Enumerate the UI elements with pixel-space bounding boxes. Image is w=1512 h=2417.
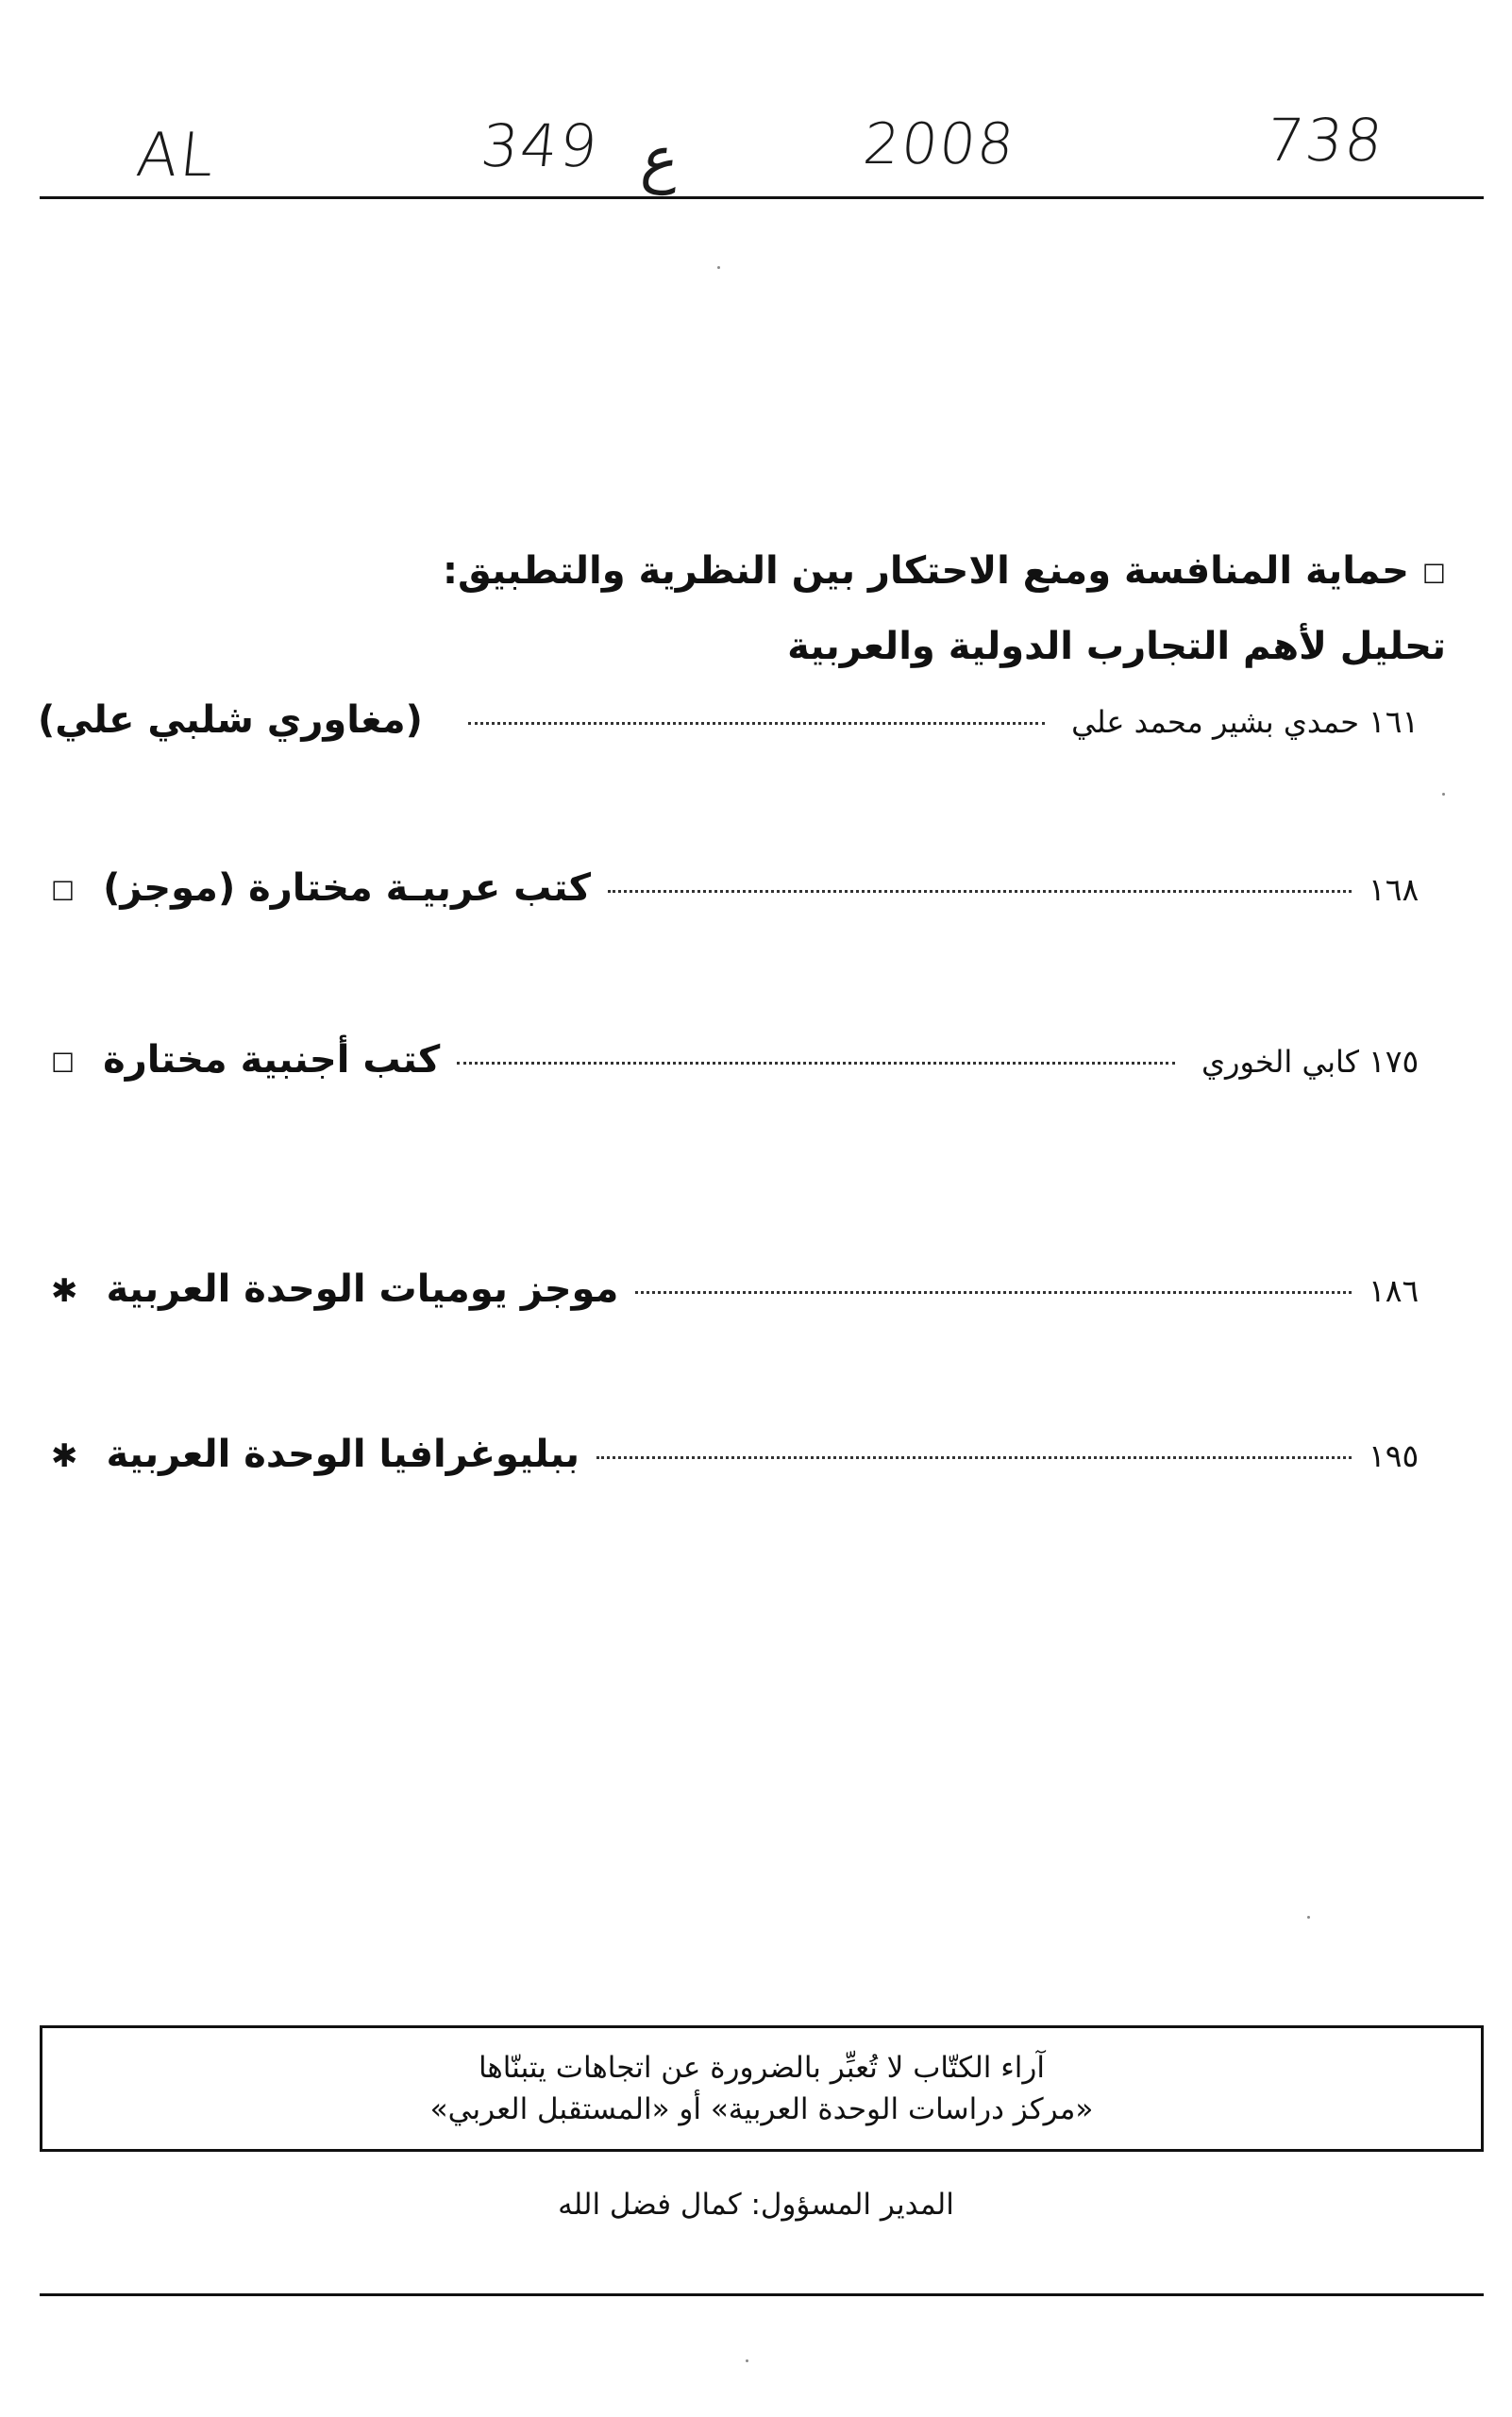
- square-bullet-icon: ☐: [51, 876, 76, 907]
- dot-leader: [457, 1062, 1175, 1065]
- toc-entry-1-title-line-2: تحليل لأهم التجارب الدولية والعربية: [787, 625, 1446, 668]
- toc-entry-5-title: ببليوغرافيا الوحدة العربية: [106, 1433, 580, 1476]
- toc-entry-4: [38, 1267, 1444, 1311]
- handwritten-code-left: AL: [133, 121, 220, 191]
- asterisk-bullet-icon: ✱: [51, 1272, 78, 1310]
- toc-entry-1-line-2: [787, 625, 1446, 668]
- scan-speck: [1442, 793, 1445, 796]
- toc-entry-1-author: حمدي بشير محمد علي: [1071, 704, 1359, 740]
- handwritten-code-right: 738: [1263, 106, 1388, 175]
- header-rule: [40, 196, 1484, 199]
- square-bullet-icon: ☐: [51, 1048, 76, 1079]
- toc-entry-4-title: موجز يوميات الوحدة العربية: [106, 1267, 619, 1311]
- handwritten-year: 2008: [860, 111, 1019, 177]
- square-bullet-icon: ☐: [1421, 559, 1446, 590]
- toc-entry-2: [38, 866, 1444, 910]
- disclaimer-line-2: «مركز دراسات الوحدة العربية» أو «المستقبل العربي»: [429, 2092, 1094, 2126]
- toc-entry-3: [38, 1038, 1444, 1082]
- toc-entry-1-line-3: [38, 698, 1444, 742]
- dot-leader: [468, 722, 1045, 725]
- toc-entry-1-page: ١٦١: [1369, 703, 1420, 740]
- disclaimer-line-1: آراء الكتّاب لا تُعبِّر بالضرورة عن اتجاهات يتبنّاها: [478, 2051, 1046, 2085]
- toc-entry-1-line-1: [443, 549, 1446, 593]
- toc-entry-5: [38, 1433, 1444, 1476]
- toc-entry-3-page: ١٧٥: [1369, 1043, 1420, 1080]
- toc-entry-2-page: ١٦٨: [1369, 871, 1420, 908]
- footer-rule: [40, 2293, 1484, 2296]
- editor-in-charge: المدير المسؤول: كمال فضل الله: [558, 2188, 954, 2222]
- toc-entry-4-page: ١٨٦: [1369, 1272, 1420, 1309]
- asterisk-bullet-icon: ✱: [51, 1437, 78, 1475]
- handwritten-volume-number: 349: [478, 111, 603, 180]
- toc-entry-2-title: كتب عربيـة مختارة (موجز): [103, 866, 592, 910]
- scan-speck: [717, 266, 720, 269]
- toc-entry-1-title-line-1: حماية المنافسة ومنع الاحتكار بين النظرية والتطبيق:: [442, 549, 1409, 593]
- toc-entry-1-title-line-3: (مغاوري شلبي علي): [38, 698, 423, 742]
- toc-entry-3-author: كابي الخوري: [1201, 1044, 1359, 1080]
- toc-entry-5-page: ١٩٥: [1369, 1437, 1420, 1474]
- handwritten-letter: ع: [637, 123, 683, 195]
- scan-speck: [1307, 1916, 1310, 1919]
- scan-speck: [746, 2359, 748, 2362]
- toc-entry-3-title: كتب أجنبية مختارة: [103, 1038, 441, 1082]
- dot-leader: [635, 1291, 1352, 1294]
- dot-leader: [596, 1456, 1352, 1459]
- disclaimer-box: [40, 2025, 1484, 2152]
- dot-leader: [608, 890, 1352, 893]
